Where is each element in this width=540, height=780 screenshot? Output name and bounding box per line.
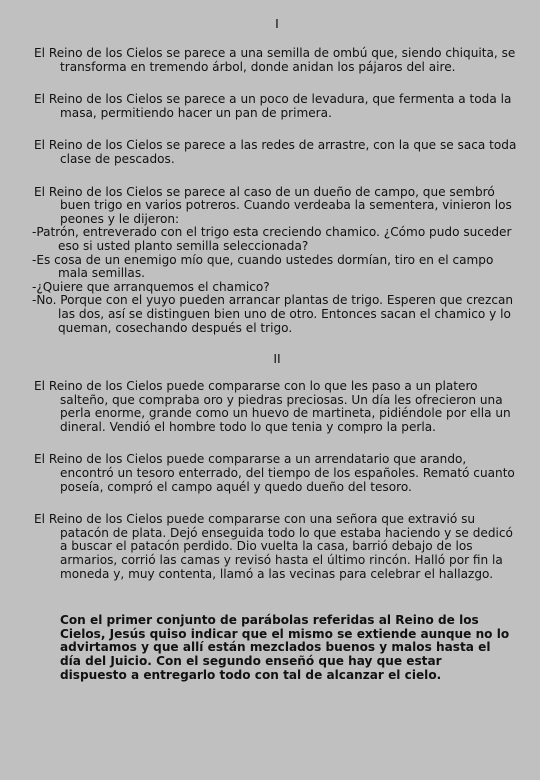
paragraph-yeast: El Reino de los Cielos se parece a un poco de levadura, que fermenta a toda la masa, permitiendo hacer un pan de primera. bbox=[34, 92, 512, 120]
paragraph-nets: El Reino de los Cielos se parece a las redes de arrastre, con la que se saca toda clase de pescados. bbox=[34, 138, 517, 166]
dialogue-line: -¿Quiere que arranquemos el chamico? bbox=[32, 279, 270, 294]
section-numeral-2: II bbox=[273, 351, 281, 367]
dialogue-line: -No. Porque con el yuyo pueden arrancar plantas de trigo. Esperen que crezcan las dos, así se distinguen bien uno de otro. Entonces sacan el chamico y lo queman, cosechando después el trigo. bbox=[32, 293, 514, 335]
paragraph-mustard-seed: El Reino de los Cielos se parece a una semilla de ombú que, siendo chiquita, se transforma en tremendo árbol, donde anidan los pájaros del aire. bbox=[34, 46, 516, 74]
paragraph-lost-coin: El Reino de los Cielos puede compararse con una señora que extravió su patacón de plata. Dejó enseguida todo lo que estaba haciendo y se dedicó a buscar el patacón perdido. Dio vuelta la casa, barrió debajo de los armarios, corrió las camas y revisó hasta el último rincón. Halló por fin la moneda y, muy contenta, llamó a las vecinas para celebrar el hallazgo. bbox=[34, 512, 513, 581]
paragraph-pearl: El Reino de los Cielos puede compararse con lo que les paso a un platero salteño, que compraba oro y piedras preciosas. Un día les ofrecieron una perla enorme, grande como un huevo de martineta, pidiéndole por ella un dineral. Vendió el hombre todo lo que tenia y compro la perla. bbox=[34, 379, 511, 434]
paragraph-wheat-field: El Reino de los Cielos se parece al caso de un dueño de campo, que sembró buen trigo en varios potreros. Cuando verdeaba la sementera, vinieron los peones y le dijeron: bbox=[34, 184, 512, 226]
conclusion-paragraph: Con el primer conjunto de parábolas referidas al Reino de los Cielos, Jesús quiso indicar que el mismo se extiende aunque no lo advirtamos y que allí están mezclados buenos y malos hasta el día del Juicio. Con el segundo enseñó que hay que estar dispuesto a entregarlo todo con tal de alcanzar el cielo. bbox=[60, 613, 510, 682]
section-numeral-1: I bbox=[275, 16, 279, 31]
dialogue-line: -Es cosa de un enemigo mío que, cuando ustedes dormían, tiro en el campo mala semillas. bbox=[32, 252, 494, 281]
paragraph-treasure: El Reino de los Cielos puede compararse a un arrendatario que arando, encontró un tesoro enterrado, del tiempo de los españoles. Remató cuanto poseía, compró el campo aquél y quedo dueño del tesoro. bbox=[34, 452, 515, 494]
dialogue-line: -Patrón, entreverado con el trigo esta creciendo chamico. ¿Cómo pudo suceder eso si usted planto semilla seleccionada? bbox=[32, 225, 512, 253]
